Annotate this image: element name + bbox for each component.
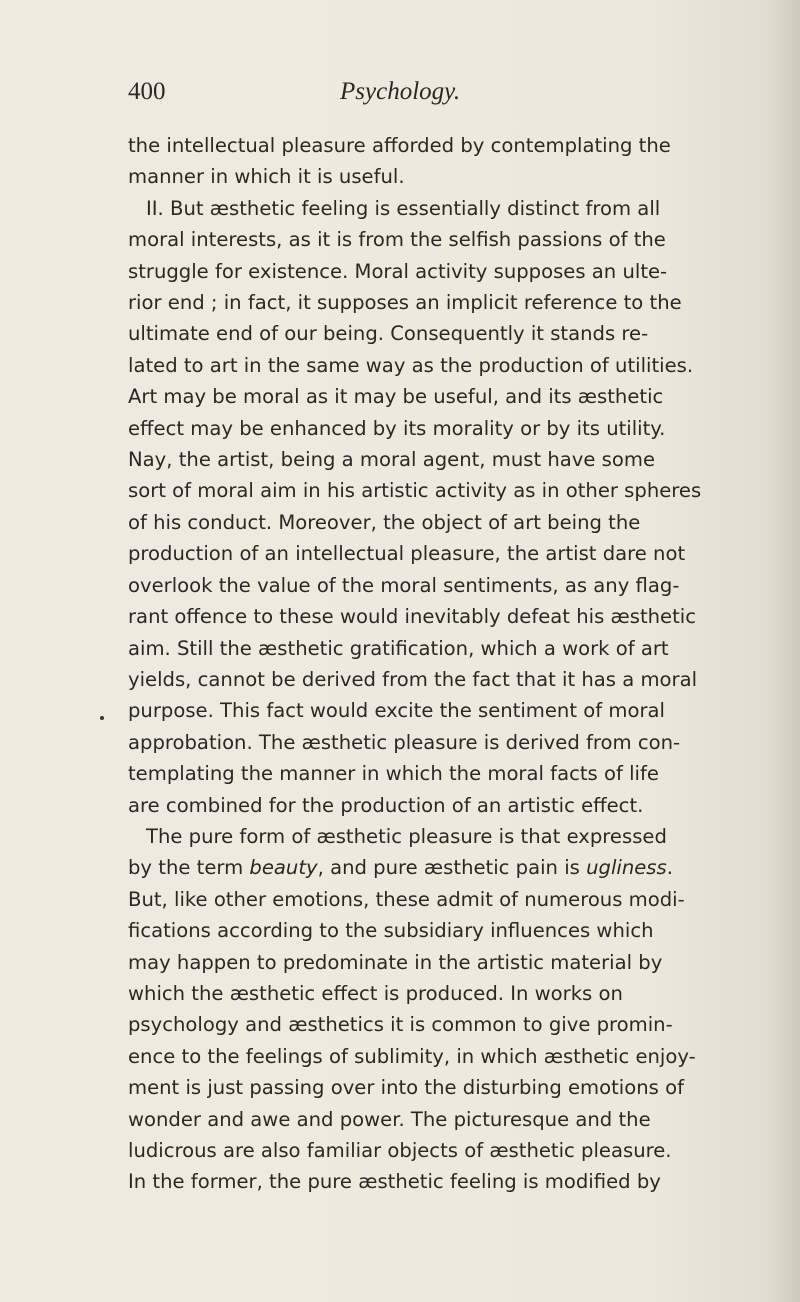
text-line: rant offence to these would inevitably defeat his æsthetic [128,605,697,629]
text-line: II. But æsthetic feeling is essentially distinct from all [146,196,661,220]
text-line: yields, cannot be derived from the fact that it has a moral [128,667,698,691]
text-run: . [666,856,673,880]
text-line: ultimate end of our being. Consequently it stands re- [128,322,649,346]
text-line: manner in which it is useful. [128,165,405,189]
text-line: moral interests, as it is from the selfish passions of the [128,228,666,252]
body-text [128,130,728,1198]
page-header [128,78,728,118]
text-run: by the term [128,856,250,880]
text-line: ment is just passing over into the disturbing emotions of [128,1076,684,1100]
text-line: templating the manner in which the moral facts of life [128,762,659,786]
running-title: Psychology. [340,78,461,105]
text-line: may happen to predominate in the artistic material by [128,950,663,974]
margin-mark [100,716,104,720]
text-line: of his conduct. Moreover, the object of art being the [128,510,641,534]
text-line: lated to art in the same way as the production of utilities. [128,353,694,377]
text-line: In the former, the pure æsthetic feeling is modified by [128,1170,661,1194]
text-line: purpose. This fact would excite the sentiment of moral [128,699,665,723]
text-line: are combined for the production of an artistic effect. [128,793,644,817]
text-line: The pure form of æsthetic pleasure is that expressed [146,824,667,848]
text-line: Art may be moral as it may be useful, and its æsthetic [128,385,664,409]
text-line: production of an intellectual pleasure, the artist dare not [128,542,686,566]
text-line [128,852,728,883]
text-line: struggle for existence. Moral activity supposes an ulte- [128,259,668,283]
text-line: ence to the feelings of sublimity, in which æsthetic enjoy- [128,1044,696,1068]
text-line: psychology and æsthetics it is common to give promin- [128,1013,673,1037]
text-line: rior end ; in fact, it supposes an implicit reference to the [128,291,682,315]
paragraph-moral-interests [128,193,728,821]
text-line: Nay, the artist, being a moral agent, must have some [128,448,656,472]
term-beauty: beauty [249,856,318,880]
text-run: , and pure æsthetic pain is [317,856,587,880]
paragraph-pure-form [128,821,728,1198]
text-line: effect may be enhanced by its morality or by its utility. [128,416,666,440]
text-line: the intellectual pleasure afforded by contemplating the [128,134,671,157]
page-number: 400 [128,78,166,105]
text-line: fications according to the subsidiary influences which [128,919,654,943]
text-line: aim. Still the æsthetic gratification, which a work of art [128,636,669,660]
text-line: wonder and awe and power. The picturesque and the [128,1107,651,1131]
text-line: sort of moral aim in his artistic activity as in other spheres [128,479,702,503]
text-line: approbation. The æsthetic pleasure is derived from con- [128,730,681,754]
text-line: ludicrous are also familiar objects of æsthetic pleasure. [128,1139,672,1162]
paragraph-continuation [128,130,728,193]
text-line: But, like other emotions, these admit of numerous modi- [128,887,685,911]
text-line: overlook the value of the moral sentiments, as any flag- [128,573,680,597]
text-line: which the æsthetic effect is produced. In works on [128,981,623,1005]
term-ugliness: ugliness [586,856,667,880]
